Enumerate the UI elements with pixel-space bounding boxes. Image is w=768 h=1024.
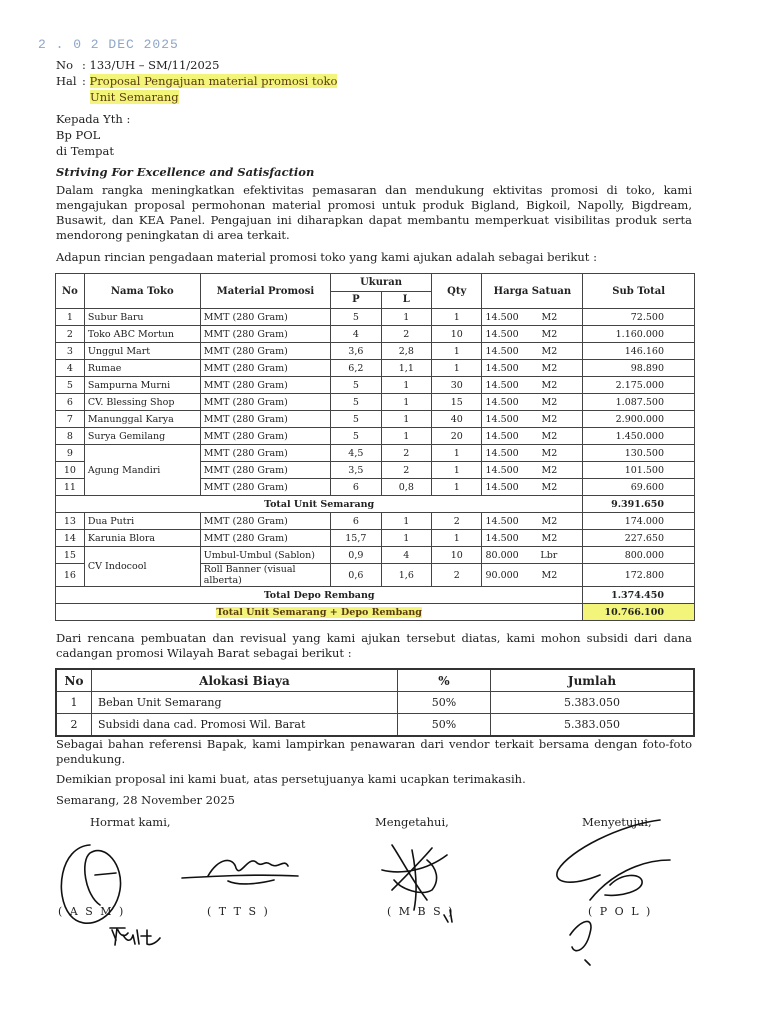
store-name: Dua Putri (84, 513, 200, 530)
total-unit-label: Total Unit Semarang (56, 496, 583, 513)
subtotal: 2.175.000 (583, 377, 695, 394)
quantity: 30 (432, 377, 482, 394)
subsidy-paragraph: Dari rencana pembuatan dan revisual yang kami ajukan tersebut diatas, kami mohon subsidi dari dana cadangan promosi Wilayah Barat sebagai berikut : (56, 631, 692, 660)
row-number: 14 (56, 530, 85, 547)
unit-label: M2 (541, 447, 558, 459)
price-cell (482, 377, 583, 394)
quantity: 40 (432, 411, 482, 428)
motto: Striving For Excellence and Satisfaction (56, 165, 315, 179)
price-cell (482, 411, 583, 428)
price-cell (482, 530, 583, 547)
material-name: MMT (280 Gram) (200, 462, 330, 479)
quantity: 2 (432, 564, 482, 587)
price-cell (482, 462, 583, 479)
store-name: Subur Baru (84, 309, 200, 326)
store-name: Karunia Blora (84, 530, 200, 547)
row-number: 2 (56, 326, 85, 343)
unit-label: M2 (541, 413, 558, 425)
store-name: Manunggal Karya (84, 411, 200, 428)
subtotal: 227.650 (583, 530, 695, 547)
table-row (56, 547, 695, 564)
alloc-name: Beban Unit Semarang (92, 692, 398, 714)
quantity: 1 (432, 309, 482, 326)
size-l: 1 (381, 377, 431, 394)
unit-label: M2 (541, 515, 558, 527)
size-l: 1 (381, 428, 431, 445)
unit-label: M2 (541, 569, 558, 581)
material-name: MMT (280 Gram) (200, 360, 330, 377)
size-p: 5 (331, 309, 382, 326)
size-p: 4,5 (331, 445, 382, 462)
table-row (56, 343, 695, 360)
size-l: 1,6 (381, 564, 431, 587)
row-number: 6 (56, 394, 85, 411)
size-p: 0,6 (331, 564, 382, 587)
subtotal: 72.500 (583, 309, 695, 326)
letter-number: : 133/UH – SM/11/2025 (82, 58, 220, 72)
alloc-percent: 50% (398, 714, 491, 737)
unit-label: M2 (541, 379, 558, 391)
row-number: 10 (56, 462, 85, 479)
size-p: 5 (331, 377, 382, 394)
no-label: No (56, 58, 73, 72)
store-name: Agung Mandiri (84, 445, 200, 496)
quantity: 15 (432, 394, 482, 411)
material-name: Roll Banner (visual alberta) (200, 564, 330, 587)
row-number: 5 (56, 377, 85, 394)
table-row (56, 326, 695, 343)
quantity: 1 (432, 462, 482, 479)
material-name: MMT (280 Gram) (200, 377, 330, 394)
unit-label: M2 (541, 345, 558, 357)
unit-label: M2 (541, 532, 558, 544)
material-name: MMT (280 Gram) (200, 530, 330, 547)
subtotal: 172.800 (583, 564, 695, 587)
pol-signature (550, 815, 690, 975)
place-date: Semarang, 28 November 2025 (56, 793, 235, 807)
material-name: MMT (280 Gram) (200, 309, 330, 326)
size-l: 2 (381, 462, 431, 479)
mengetahui-label: Mengetahui, (375, 815, 449, 829)
tts-signature (178, 848, 308, 893)
price-cell (482, 343, 583, 360)
row-number: 8 (56, 428, 85, 445)
subtotal: 2.900.000 (583, 411, 695, 428)
size-l: 1 (381, 394, 431, 411)
quantity: 1 (432, 479, 482, 496)
size-l: 2 (381, 445, 431, 462)
subtotal: 101.500 (583, 462, 695, 479)
price-cell (482, 547, 583, 564)
total-depo-label: Total Depo Rembang (56, 587, 583, 604)
material-name: MMT (280 Gram) (200, 445, 330, 462)
store-name: Unggul Mart (84, 343, 200, 360)
total-unit-value: 9.391.650 (583, 496, 695, 513)
unit-price: 14.500 (485, 430, 519, 442)
subtotal: 98.890 (583, 360, 695, 377)
alloc-name: Subsidi dana cad. Promosi Wil. Barat (92, 714, 398, 737)
total-unit-row (56, 496, 695, 513)
subject-line-2: Unit Semarang (90, 90, 179, 104)
table-row (56, 309, 695, 326)
subtotal: 1.087.500 (583, 394, 695, 411)
intro-paragraph: Dalam rangka meningkatkan efektivitas pemasaran dan mendukung ektivitas promosi di toko, kami mengajukan proposal permohonan material promosi untuk produk Bigland, Bigkoil, Napolly, Bigdream, Busawit, dan KEA Panel. Pengajuan ini diharapkan dapat membantu memperkuat visibilitas produk serta mendorong peningkatan di area terkait. (56, 183, 692, 242)
row-number: 11 (56, 479, 85, 496)
closing-paragraph: Demikian proposal ini kami buat, atas persetujuanya kami ucapkan terimakasih. (56, 772, 526, 786)
grand-total-label (56, 604, 583, 621)
grand-total-row (56, 604, 695, 621)
material-name: MMT (280 Gram) (200, 394, 330, 411)
unit-price: 14.500 (485, 532, 519, 544)
unit-price: 14.500 (485, 481, 519, 493)
table-row (56, 377, 695, 394)
size-l: 1 (381, 513, 431, 530)
row-number: 1 (56, 309, 85, 326)
table-row (56, 411, 695, 428)
allocation-table: No Alokasi Biaya % Jumlah 1 Beban Unit Semarang 50% 5.383.050 2 Subsidi dana cad. Promosi Wil. Barat 50% 5.383.050 (55, 668, 695, 737)
price-cell (482, 428, 583, 445)
table-row (56, 513, 695, 530)
unit-price: 14.500 (485, 345, 519, 357)
alloc-amount: 5.383.050 (491, 714, 695, 737)
role-tts: ( T T S ) (207, 905, 270, 918)
role-mbs: ( M B S ) (387, 905, 455, 918)
size-p: 0,9 (331, 547, 382, 564)
quantity: 2 (432, 513, 482, 530)
subtotal: 1.160.000 (583, 326, 695, 343)
unit-label: M2 (541, 396, 558, 408)
store-name: CV Indocool (84, 547, 200, 587)
date-stamp: 2 . 0 2 DEC 2025 (38, 37, 179, 52)
total-depo-row (56, 587, 695, 604)
subtotal: 130.500 (583, 445, 695, 462)
store-name: CV. Blessing Shop (84, 394, 200, 411)
quantity: 20 (432, 428, 482, 445)
unit-price: 14.500 (485, 311, 519, 323)
size-p: 6 (331, 513, 382, 530)
unit-label: M2 (541, 464, 558, 476)
price-cell (482, 360, 583, 377)
row-number: 16 (56, 564, 85, 587)
size-l: 1 (381, 309, 431, 326)
price-cell (482, 326, 583, 343)
unit-label: M2 (541, 430, 558, 442)
row-number: 15 (56, 547, 85, 564)
material-name: MMT (280 Gram) (200, 479, 330, 496)
unit-label: Lbr (540, 549, 558, 561)
unit-price: 14.500 (485, 379, 519, 391)
material-table: No Nama Toko Material Promosi Ukuran Qty Harga Satuan Sub Total P L 1 Subur Baru MMT (280 Gram) 5 1 1 14.500 M2 72.500 2 Toko ABC Mortun MMT (280 Gram) 4 2 10 14.500 M2 1.160.000 3 Unggul Mart MMT (280 Gram) 3,6 2,8 1 14.500 M2 146.160 4 Rumae MMT (280 Gram) 6,2 1,1 1 14.500 M2 98.890 5 Sampurna Murni MMT (280 Gram) 5 1 30 14.500 M2 2.175.000 6 CV. Blessing Shop MMT (280 Gram) 5 1 15 14.500 M2 1.087.500 7 Manunggal Karya MMT (280 Gram) 5 1 40 14.500 M2 2.900.000 8 Surya Gemilang MMT (280 Gram) 5 1 20 14.500 M2 1.450.000 9 Agung Mandiri MMT (280 Gram) 4,5 2 1 14.500 M2 130.500 10 MMT (280 Gram) 3,5 2 1 14.500 M2 101.500 11 MMT (280 Gram) 6 0,8 1 14.500 M2 69.600 Total Unit Semarang 9.391.650 13 Dua Putri MMT (280 Gram) 6 1 2 14.500 M2 174.000 14 Karunia Blora MMT (280 Gram) 15,7 1 1 14.500 M2 227.650 15 CV Indocool Umbul-Umbul (Sablon) 0,9 4 10 80.000 Lbr 800.000 16 Roll Banner (visual alberta) 0,6 1,6 2 90.000 M2 172.800 Total Depo Rembang 1.374.450 Total Unit Semarang + Depo Rembang 10.766.100 (55, 273, 695, 621)
size-p: 5 (331, 394, 382, 411)
subtotal: 800.000 (583, 547, 695, 564)
price-cell (482, 513, 583, 530)
reference-paragraph: Sebagai bahan referensi Bapak, kami lampirkan penawaran dari vendor terkait bersama dengan foto-foto pendukung. (56, 737, 692, 766)
price-cell (482, 445, 583, 462)
row-number: 3 (56, 343, 85, 360)
unit-price: 14.500 (485, 464, 519, 476)
quantity: 10 (432, 547, 482, 564)
row-number: 4 (56, 360, 85, 377)
grand-total-text: Total Unit Semarang + Depo Rembang (216, 606, 422, 618)
price-cell (482, 309, 583, 326)
quantity: 1 (432, 530, 482, 547)
material-name: MMT (280 Gram) (200, 513, 330, 530)
unit-price: 14.500 (485, 447, 519, 459)
unit-price: 14.500 (485, 515, 519, 527)
row-number: 7 (56, 411, 85, 428)
unit-price: 14.500 (485, 396, 519, 408)
subtotal: 69.600 (583, 479, 695, 496)
grand-total-value: 10.766.100 (583, 604, 695, 621)
size-p: 5 (331, 411, 382, 428)
size-l: 0,8 (381, 479, 431, 496)
unit-label: M2 (541, 328, 558, 340)
unit-price: 14.500 (485, 413, 519, 425)
allocation-row (56, 714, 694, 737)
size-l: 1 (381, 411, 431, 428)
hormat-label: Hormat kami, (90, 815, 171, 829)
alloc-amount: 5.383.050 (491, 692, 695, 714)
unit-price: 14.500 (485, 328, 519, 340)
quantity: 1 (432, 360, 482, 377)
quantity: 10 (432, 326, 482, 343)
size-l: 2 (381, 326, 431, 343)
subtotal: 146.160 (583, 343, 695, 360)
size-p: 6,2 (331, 360, 382, 377)
size-p: 15,7 (331, 530, 382, 547)
menyetujui-label: Menyetujui, (582, 815, 652, 829)
subject-line-1: Proposal Pengajuan material promosi toko (89, 74, 338, 88)
subtotal: 174.000 (583, 513, 695, 530)
size-p: 6 (331, 479, 382, 496)
size-l: 1 (381, 530, 431, 547)
price-cell (482, 394, 583, 411)
quantity: 1 (432, 343, 482, 360)
table-row (56, 428, 695, 445)
size-l: 2,8 (381, 343, 431, 360)
price-cell (482, 564, 583, 587)
unit-label: M2 (541, 311, 558, 323)
hal-label: Hal (56, 74, 77, 88)
material-name: Umbul-Umbul (Sablon) (200, 547, 330, 564)
table-row (56, 360, 695, 377)
total-depo-value: 1.374.450 (583, 587, 695, 604)
store-name: Rumae (84, 360, 200, 377)
letter-header: No : 133/UH – SM/11/2025 Hal : Proposal Pengajuan material promosi toko Unit Semarang (56, 58, 338, 104)
material-name: MMT (280 Gram) (200, 326, 330, 343)
role-asm: ( A S M ) (58, 905, 126, 918)
store-name: Toko ABC Mortun (84, 326, 200, 343)
row-number: 9 (56, 445, 85, 462)
table-row (56, 445, 695, 462)
price-cell (482, 479, 583, 496)
table-row (56, 530, 695, 547)
recipient-address: Kepada Yth : Bp POL di Tempat (56, 112, 131, 158)
size-p: 3,6 (331, 343, 382, 360)
allocation-row (56, 692, 694, 714)
alloc-number: 2 (56, 714, 92, 737)
role-pol: ( P O L ) (588, 905, 653, 918)
store-name: Sampurna Murni (84, 377, 200, 394)
size-p: 5 (331, 428, 382, 445)
unit-price: 90.000 (485, 569, 519, 581)
unit-price: 14.500 (485, 362, 519, 374)
row-number: 13 (56, 513, 85, 530)
quantity: 1 (432, 445, 482, 462)
unit-label: M2 (541, 481, 558, 493)
intro-paragraph-2: Adapun rincian pengadaan material promosi toko yang kami ajukan adalah sebagai berikut : (56, 250, 597, 264)
table-row (56, 394, 695, 411)
unit-label: M2 (541, 362, 558, 374)
size-l: 4 (381, 547, 431, 564)
alloc-percent: 50% (398, 692, 491, 714)
size-l: 1,1 (381, 360, 431, 377)
material-name: MMT (280 Gram) (200, 411, 330, 428)
unit-price: 80.000 (485, 549, 519, 561)
store-name: Surya Gemilang (84, 428, 200, 445)
material-name: MMT (280 Gram) (200, 343, 330, 360)
asm-initials (105, 920, 175, 950)
subtotal: 1.450.000 (583, 428, 695, 445)
mbs-signature (372, 830, 462, 925)
size-p: 4 (331, 326, 382, 343)
alloc-number: 1 (56, 692, 92, 714)
material-name: MMT (280 Gram) (200, 428, 330, 445)
size-p: 3,5 (331, 462, 382, 479)
